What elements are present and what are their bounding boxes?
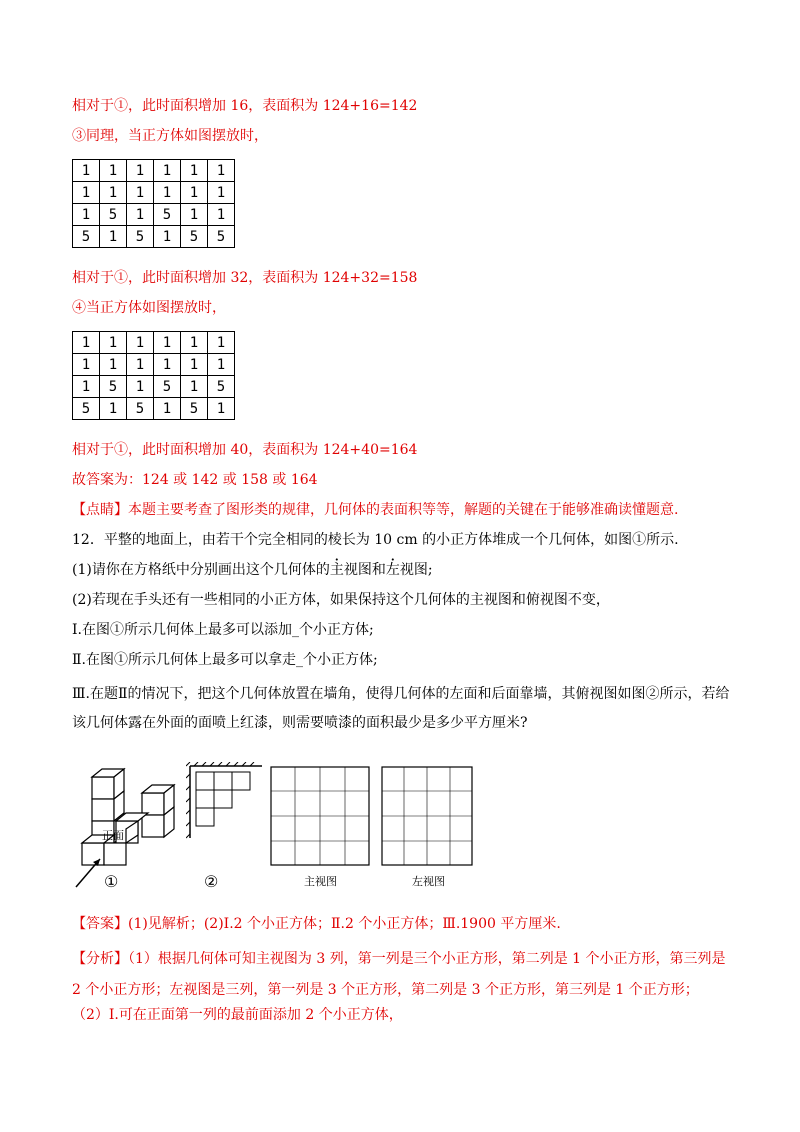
- figure-2-label: ②: [204, 872, 219, 891]
- text-line: 相对于①，此时面积增加 32，表面积为 124+32=158: [72, 270, 418, 286]
- table-cell: 1: [181, 204, 208, 226]
- analysis-line: 【分析】（1）根据几何体可知主视图为 3 列，第一列是三个小正方形，第二列是 1 个小正方形，第三列是 2 个小正方形；左视图是三列，第一列是 3 个正方形，第二列是 3 个正方形，第三列是 1 个正方形；: [72, 951, 726, 998]
- table-cell: 1: [208, 398, 235, 420]
- table-row: [73, 160, 235, 182]
- table-cell: 1: [181, 332, 208, 354]
- table-cell: 5: [73, 226, 100, 248]
- table-cell: 1: [154, 226, 181, 248]
- text-line: 相对于①，此时面积增加 40，表面积为 124+40=164: [72, 442, 418, 458]
- question-12: 12．平整的地面上，由若干个完全相同的棱长为 10 cm 的小正方体堆成一个几何体，如图①所示.: [72, 532, 679, 548]
- table-cell: 1: [154, 332, 181, 354]
- question-part-III: Ⅲ.在题Ⅱ的情况下，把这个几何体放置在墙角，使得几何体的左面和后面靠墙，其俯视图如图②所示，若给该几何体露在外面的面喷上红漆，则需要喷漆的面积最少是多少平方厘米?: [72, 686, 730, 731]
- table-cell: 1: [127, 376, 154, 398]
- question-part-II: Ⅱ.在图①所示几何体上最多可以拿走_个小正方体;: [72, 652, 378, 668]
- number-table-3: [72, 159, 235, 248]
- table-row: [73, 226, 235, 248]
- table-cell: 1: [73, 182, 100, 204]
- table-row: [73, 376, 235, 398]
- table-cell: 5: [127, 398, 154, 420]
- analysis-line-2: （2）Ⅰ.可在正面第一列的最前面添加 2 个小正方体，: [72, 1007, 403, 1023]
- figure-1-label: ①: [104, 872, 119, 891]
- table-row: [73, 204, 235, 226]
- table-cell: 5: [208, 226, 235, 248]
- table-cell: 1: [73, 160, 100, 182]
- table-cell: 5: [100, 204, 127, 226]
- table-cell: 1: [181, 354, 208, 376]
- table-cell: 1: [73, 354, 100, 376]
- question-part-1: (1)请你在方格纸中分别画出这个几何体的主视图和左视图;: [72, 562, 433, 578]
- number-table-4: [72, 331, 235, 420]
- question-part-2: (2)若现在手头还有一些相同的小正方体，如果保持这个几何体的主视图和俯视图不变，: [72, 592, 610, 608]
- cube-stack-figure: [72, 755, 182, 895]
- table-cell: 1: [208, 332, 235, 354]
- table-cell: 5: [127, 226, 154, 248]
- table-cell: 1: [154, 182, 181, 204]
- table-cell: 1: [181, 376, 208, 398]
- table-cell: 1: [100, 332, 127, 354]
- table-cell: 5: [73, 398, 100, 420]
- tip-line: 【点睛】本题主要考查了图形类的规律，几何体的表面积等等，解题的关键在于能够准确读懂题意.: [72, 502, 679, 518]
- table-cell: 1: [154, 354, 181, 376]
- table-cell: 1: [154, 398, 181, 420]
- table-cell: 1: [73, 332, 100, 354]
- table-cell: 1: [208, 204, 235, 226]
- table-row: [73, 398, 235, 420]
- table-cell: 1: [154, 160, 181, 182]
- table-cell: 1: [127, 354, 154, 376]
- table-cell: 1: [100, 354, 127, 376]
- main-view-label: 主视图: [304, 875, 337, 888]
- text-line: 相对于①，此时面积增加 16，表面积为 124+16=142: [72, 98, 418, 114]
- table-cell: 1: [127, 160, 154, 182]
- table-cell: 1: [208, 182, 235, 204]
- main-view-grid: [270, 766, 370, 866]
- table-cell: 1: [100, 398, 127, 420]
- top-view-figure: [186, 762, 266, 842]
- table-cell: 5: [100, 376, 127, 398]
- question-part-I: Ⅰ.在图①所示几何体上最多可以添加_个小正方体;: [72, 622, 374, 638]
- text-line: 故答案为：124 或 142 或 158 或 164: [72, 472, 318, 488]
- table-cell: 5: [181, 226, 208, 248]
- answer-line: 【答案】(1)见解析；(2)Ⅰ.2 个小正方体；Ⅱ.2 个小正方体；Ⅲ.1900 平方厘米.: [72, 916, 561, 932]
- table-cell: 1: [181, 160, 208, 182]
- table-cell: 1: [100, 226, 127, 248]
- table-cell: 1: [73, 376, 100, 398]
- table-cell: 5: [181, 398, 208, 420]
- text-line: ③同理，当正方体如图摆放时，: [72, 128, 268, 144]
- table-cell: 1: [127, 204, 154, 226]
- table-cell: 1: [208, 160, 235, 182]
- table-row: [73, 354, 235, 376]
- table-cell: 1: [181, 182, 208, 204]
- table-cell: 5: [208, 376, 235, 398]
- table-cell: 1: [127, 332, 154, 354]
- table-cell: 1: [100, 160, 127, 182]
- left-view-grid: [381, 766, 473, 866]
- left-view-label: 左视图: [412, 875, 445, 888]
- table-cell: 1: [208, 354, 235, 376]
- front-label: 正面: [102, 829, 124, 842]
- table-cell: 1: [73, 204, 100, 226]
- text-line: ④当正方体如图摆放时，: [72, 300, 226, 316]
- table-row: [73, 182, 235, 204]
- table-row: [73, 332, 235, 354]
- table-cell: 1: [127, 182, 154, 204]
- table-cell: 5: [154, 204, 181, 226]
- table-cell: 5: [154, 376, 181, 398]
- table-cell: 1: [100, 182, 127, 204]
